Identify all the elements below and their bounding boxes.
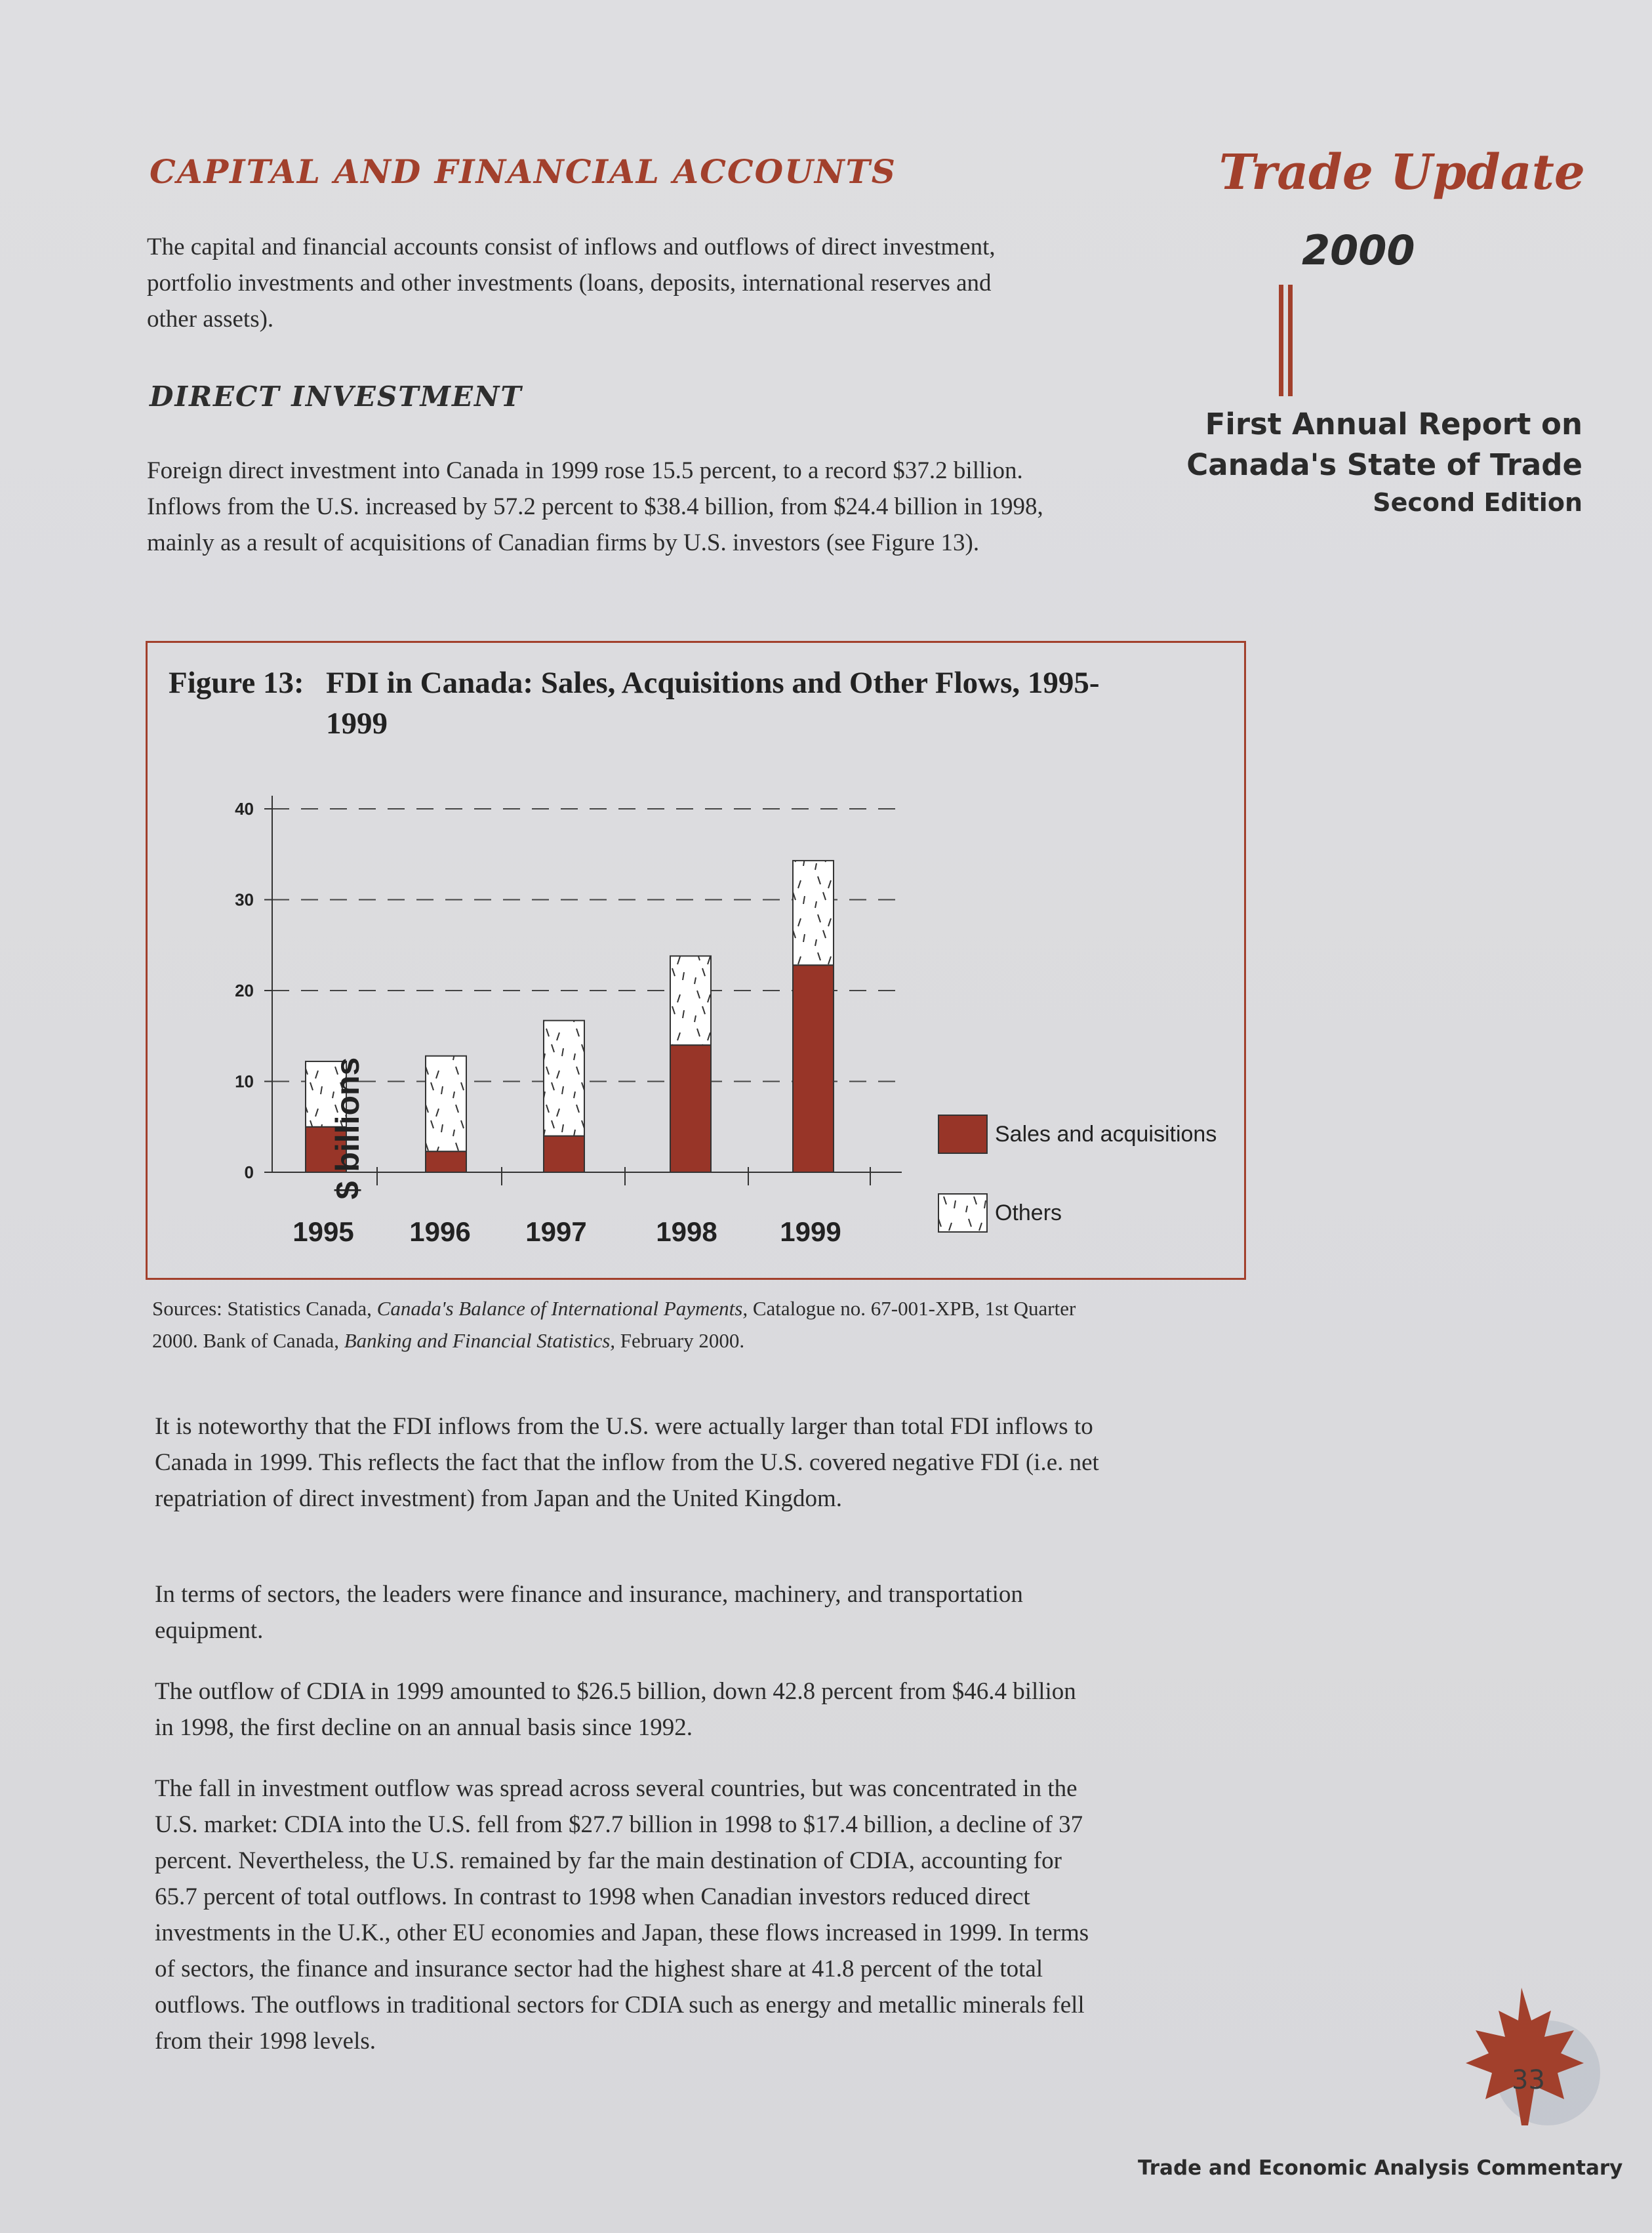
x-tick-label-1997: 1997 xyxy=(525,1216,587,1247)
y-tick-label-40: 40 xyxy=(235,799,254,819)
chart xyxy=(148,643,1244,1278)
x-tick-label-1996: 1996 xyxy=(409,1216,471,1247)
footer-publication: Trade and Economic Analysis Commentary xyxy=(1138,2156,1623,2180)
chart-labels xyxy=(235,799,841,1247)
y-tick-label-10: 10 xyxy=(235,1071,254,1092)
paragraph-4: The fall in investment outflow was spread across several countries, but was concentrated in the U.S. market: CDIA into the U.S. fell from $27.7 billion in 1998 to $17.4 billion, a decline of 37 percent. Nevertheless, the U.S. remained by far the main destination of CDIA, accounting for 65.7 percent of total outflows. In contrast to 1998 when Canadian investors reduced direct investments in the U.K., other EU economies and Japan, these flows increased in 1999. In terms of sectors, the finance and insurance sector had the highest share at 41.8 percent of the total outflows. The outflows in traditional sectors for CDIA such as energy and metallic minerals fell from their 1998 levels. xyxy=(155,1775,1089,2055)
figure-box xyxy=(146,641,1246,1280)
legend-label-others: Others xyxy=(995,1200,1062,1225)
sidebar-year: 2000 xyxy=(1302,226,1415,274)
sidebar-report-line2: Canada's State of Trade xyxy=(1186,447,1582,482)
chart-legend xyxy=(938,1115,1217,1232)
bar-1997-others xyxy=(544,1021,584,1136)
sources-publication-1: Canada's Balance of International Payments, xyxy=(376,1297,748,1320)
bar-1998-others xyxy=(670,956,711,1045)
bar-1999-sales-and-acquisitions xyxy=(793,965,834,1172)
y-tick-label-0: 0 xyxy=(244,1162,254,1182)
figure-sources xyxy=(152,1292,1083,1357)
paragraph-2: In terms of sectors, the leaders were finance and insurance, machinery, and transportation equipment. xyxy=(155,1581,1023,1644)
page-number: 33 xyxy=(1512,2065,1545,2095)
x-tick-label-1999: 1999 xyxy=(780,1216,841,1247)
y-tick-label-30: 30 xyxy=(235,890,254,910)
x-tick-label-1995: 1995 xyxy=(292,1216,354,1247)
chart-bars xyxy=(306,861,834,1172)
paragraph-3: The outflow of CDIA in 1999 amounted to $26.5 billion, down 42.8 percent from $46.4 billion in 1998, the first decline on an annual basis since 1992. xyxy=(155,1678,1076,1741)
legend-swatch-sales-and-acquisitions xyxy=(938,1115,987,1153)
sources-prefix: Sources: Statistics Canada, xyxy=(152,1297,372,1320)
legend-label-sales-and-acquisitions: Sales and acquisitions xyxy=(995,1122,1217,1147)
sources-suffix: February 2000. xyxy=(620,1329,745,1352)
section-intro: The capital and financial accounts consist of inflows and outflows of direct investment, portfolio investments and other investments (loans, deposits, international reserves and other assets). xyxy=(147,234,996,333)
section-title: CAPITAL AND FINANCIAL ACCOUNTS xyxy=(150,152,897,191)
subsection-paragraph: Foreign direct investment into Canada in 1999 rose 15.5 percent, to a record $37.2 billion. Inflows from the U.S. increased by 57.2 percent to $38.4 billion, from $24.4 billion in 1998, mainly as a result of acquisitions of Canadian firms by U.S. investors (see Figure 13). xyxy=(147,457,1043,556)
bar-1996-others xyxy=(426,1056,466,1151)
figure-label: Figure 13: xyxy=(169,666,304,700)
bar-1997-sales-and-acquisitions xyxy=(544,1136,584,1172)
sources-publication-2: Banking and Financial Statistics, xyxy=(344,1329,616,1352)
y-axis-label: $ billions xyxy=(329,1057,366,1200)
subsection-title: DIRECT INVESTMENT xyxy=(150,380,523,413)
bar-1999-others xyxy=(793,861,834,965)
sidebar-title: Trade Update xyxy=(1219,144,1585,201)
y-tick-label-20: 20 xyxy=(235,981,254,1000)
bar-1996-sales-and-acquisitions xyxy=(426,1151,466,1172)
x-tick-label-1998: 1998 xyxy=(656,1216,717,1247)
bar-1998-sales-and-acquisitions xyxy=(670,1045,711,1172)
figure-title: FDI in Canada: Sales, Acquisitions and Other Flows, 1995-1999 xyxy=(326,666,1100,741)
legend-swatch-others xyxy=(938,1194,987,1232)
sidebar-edition: Second Edition xyxy=(1373,488,1582,517)
maple-leaf-globe-icon xyxy=(1443,1975,1626,2145)
sidebar-report-line1: First Annual Report on xyxy=(1205,407,1582,441)
paragraph-1: It is noteworthy that the FDI inflows from the U.S. were actually larger than total FDI inflows to Canada in 1999. This reflects the fact that the inflow from the U.S. covered negative FDI (i.e. net repatriation of direct investment) from Japan and the United Kingdom. xyxy=(155,1413,1099,1512)
sources-mid: Catalogue no. 67-001-XPB, 1st Quarter 2000. Bank of Canada, xyxy=(152,1297,1076,1352)
